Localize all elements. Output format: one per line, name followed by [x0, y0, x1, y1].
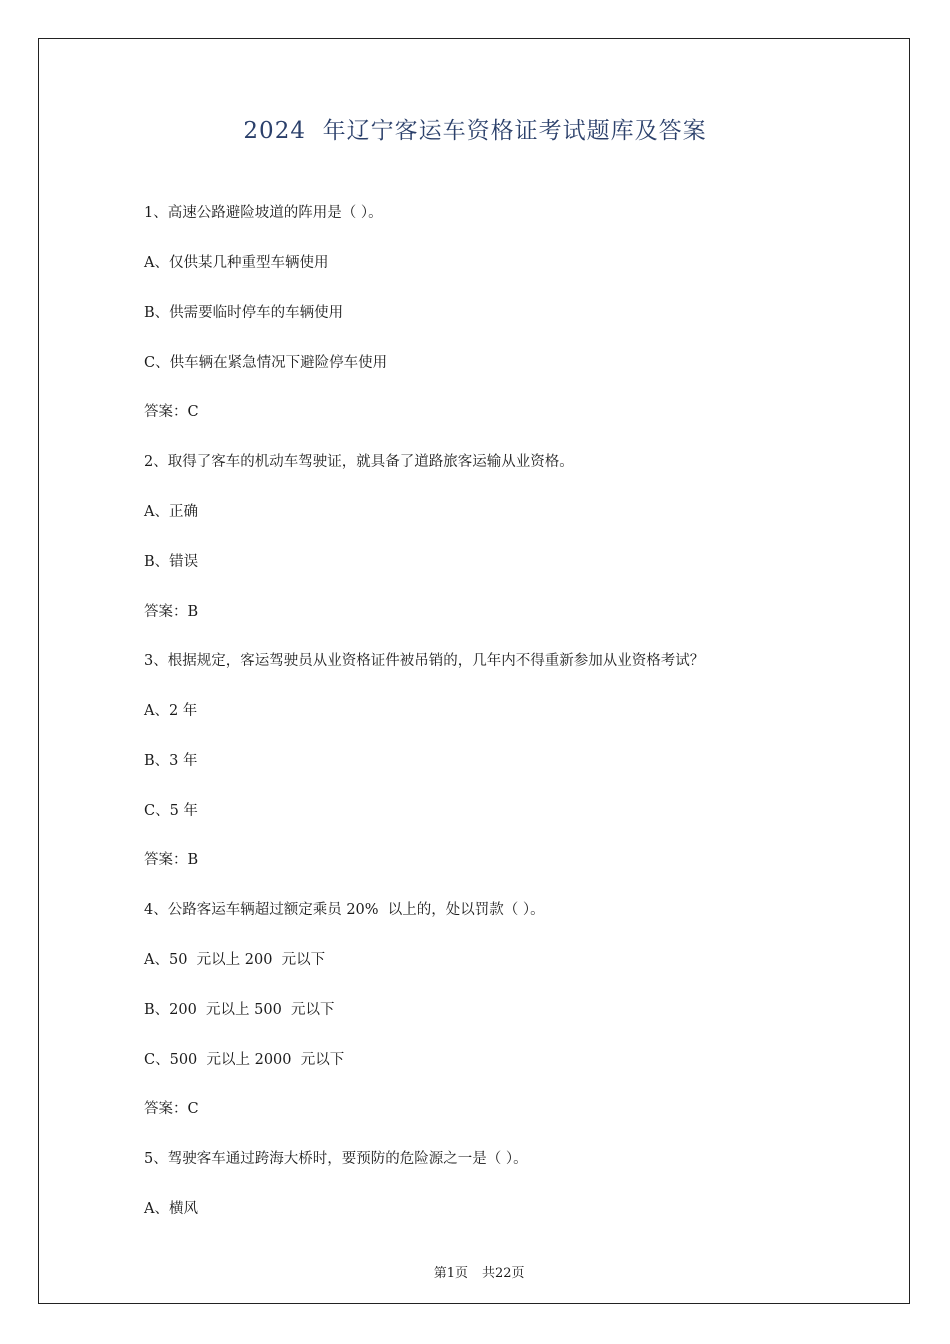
question-4-answer: 答案：C — [144, 1101, 199, 1117]
question-3-option-a: A、2 年 — [144, 703, 198, 719]
question-4-option-a: A、50 元以上 200 元以下 — [144, 952, 326, 968]
question-3: 3、根据规定，客运驾驶员从业资格证件被吊销的，几年内不得重新参加从业资格考试？ — [144, 653, 705, 669]
document-title: 2024 年辽宁客运车资格证考试题库及答案 — [243, 118, 707, 144]
page-total: 共22页 — [482, 1266, 525, 1281]
question-2-option-a: A、正确 — [144, 504, 198, 520]
question-3-option-b: B、3 年 — [144, 753, 198, 769]
question-4-option-c: C、500 元以上 2000 元以下 — [144, 1052, 345, 1068]
page-footer — [0, 1247, 950, 1281]
question-1: 1、高速公路避险坡道的阵用是（ ）。 — [144, 205, 383, 221]
question-1-answer: 答案：C — [144, 404, 199, 420]
question-2-answer: 答案：B — [144, 604, 199, 620]
question-1-option-a: A、仅供某几种重型车辆使用 — [144, 255, 329, 271]
question-2-option-b: B、错误 — [144, 554, 199, 570]
question-5-option-a: A、横风 — [144, 1201, 198, 1217]
question-2: 2、取得了客车的机动车驾驶证，就具备了道路旅客运输从业资格。 — [144, 454, 574, 470]
question-5: 5、驾驶客车通过跨海大桥时，要预防的危险源之一是（ ）。 — [144, 1151, 528, 1167]
question-4: 4、公路客运车辆超过额定乘员 20% 以上的，处以罚款（ ）。 — [144, 902, 545, 918]
page-number: 第1页 — [433, 1266, 468, 1281]
question-3-answer: 答案：B — [144, 852, 199, 868]
question-1-option-b: B、供需要临时停车的车辆使用 — [144, 305, 344, 321]
question-3-option-c: C、5 年 — [144, 803, 198, 819]
question-4-option-b: B、200 元以上 500 元以下 — [144, 1002, 335, 1018]
question-1-option-c: C、供车辆在紧急情况下避险停车使用 — [144, 355, 388, 371]
